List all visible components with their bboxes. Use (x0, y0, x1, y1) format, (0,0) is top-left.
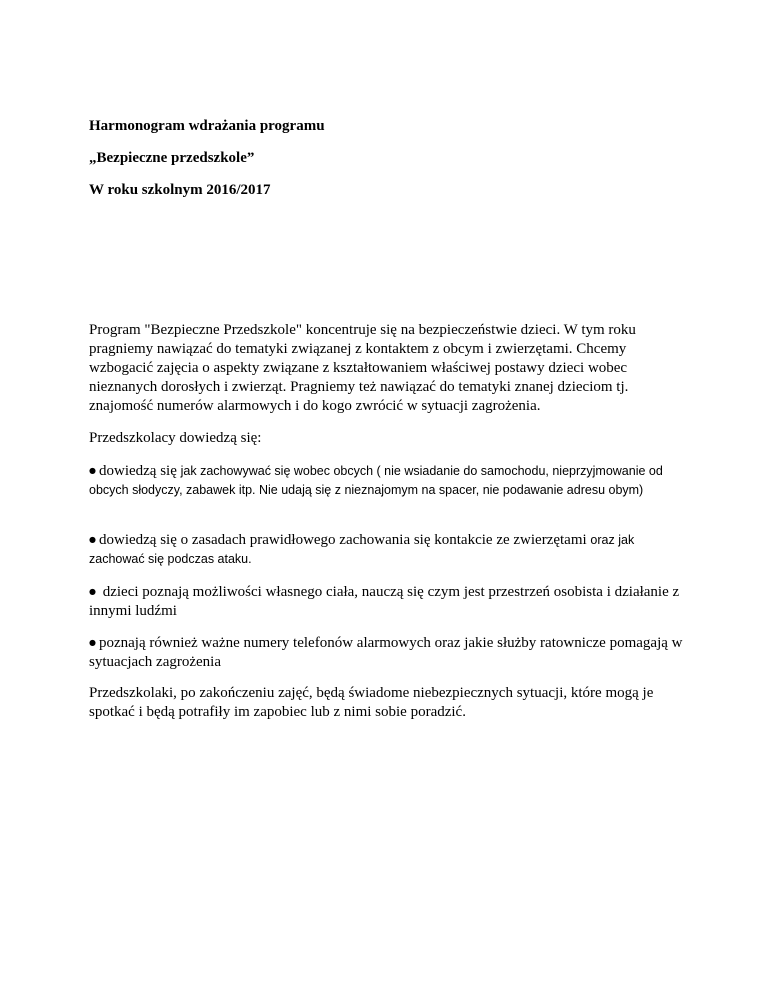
bullet-item-1-serif: dowiedzą się (98, 463, 181, 479)
bullet-icon: ● (89, 466, 96, 475)
bullet-icon: ● (89, 535, 96, 544)
bullet-item-4 (89, 634, 689, 672)
bullet-icon: ● (89, 638, 96, 647)
bullet-item-2-serif: dowiedzą się o zasadach prawidłowego zachowania się kontakcie ze zwierzętami (98, 532, 591, 548)
bullet-icon: ● (89, 587, 96, 596)
bullet-item-2 (89, 531, 689, 569)
bullet-item-4-serif: poznają również ważne numery telefonów alarmowych oraz jakie służby ratownicze pomagają w sytuacjach zagrożenia (89, 635, 683, 670)
bullet-item-1 (89, 462, 689, 500)
intro-paragraph: Program "Bezpieczne Przedszkole" koncentruje się na bezpieczeństwie dzieci. W tym roku pragniemy nawiązać do tematyki związanej z kontaktem z obcym i zwierzętami. Chcemy wzbogacić zajęcia o aspekty związane z kształtowaniem właściwej postawy dzieci wobec nieznanych dorosłych i zwierząt. Pragniemy też nawiązać do tematyki znanej dzieciom tj. znajomość numerów alarmowych i do kogo zwrócić w sytuacji zagrożenia. (89, 322, 636, 414)
bullet-item-2-sans: oraz jak zachować się podczas ataku. (89, 533, 635, 566)
school-year: W roku szkolnym 2016/2017 (89, 182, 271, 198)
bullet-item-3 (89, 583, 689, 621)
document-title: Harmonogram wdrażania programu (89, 118, 325, 134)
conclusion-paragraph: Przedszkolaki, po zakończeniu zajęć, będą świadome niebezpiecznych sytuacji, które mogą je spotkać i będą potrafiły im zapobiec lub z nimi sobie poradzić. (89, 685, 654, 720)
lead-paragraph: Przedszkolacy dowiedzą się: (89, 430, 262, 446)
bullet-item-1-sans: jak zachowywać się wobec obcych ( nie wsiadanie do samochodu, nieprzyjmowanie od obcych słodyczy, zabawek itp. Nie udają się z nieznajomym na spacer, nie podawanie adresu obym) (89, 464, 663, 497)
bullet-item-3-serif: dzieci poznają możliwości własnego ciała, nauczą się czym jest przestrzeń osobista i działanie z innymi ludźmi (89, 584, 680, 619)
program-name: „Bezpieczne przedszkole” (89, 150, 255, 166)
